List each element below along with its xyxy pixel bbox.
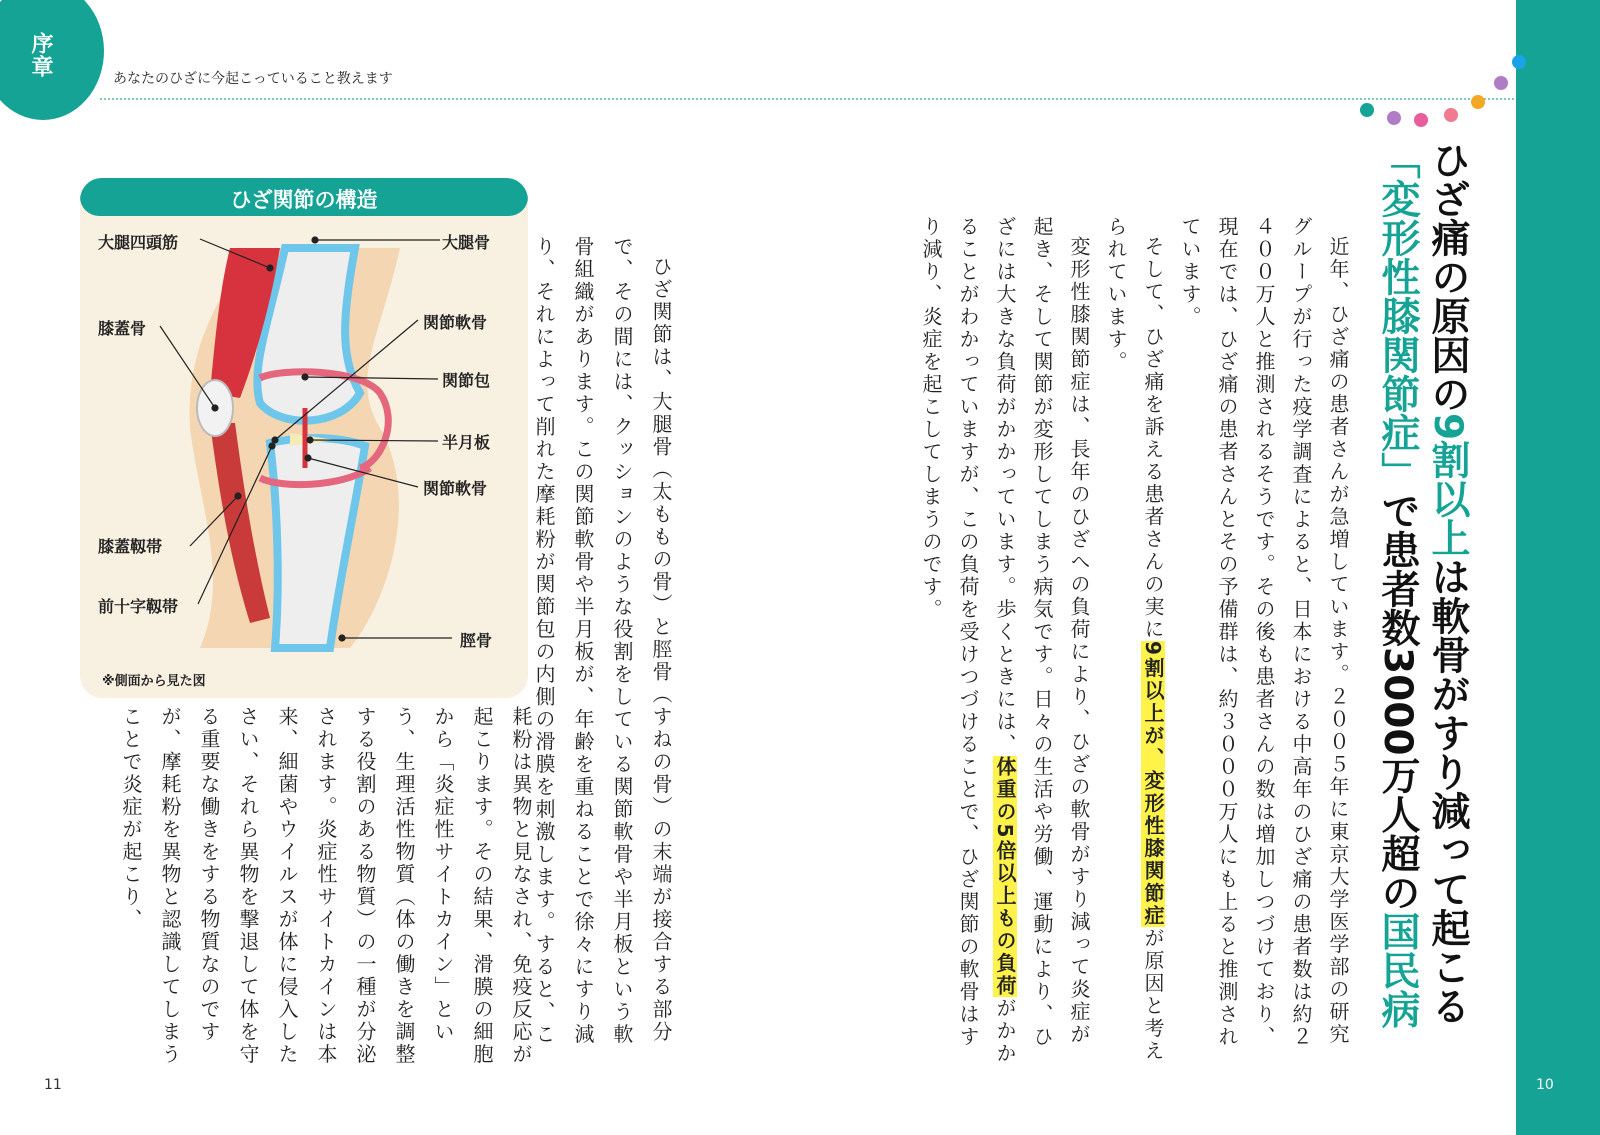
- decor-dot-2: [1387, 111, 1401, 125]
- label-meniscus: 半月板: [442, 433, 491, 452]
- paragraph: [1097, 216, 1171, 1066]
- highlight-marker: 9割以上が、変形性膝関節症: [1141, 641, 1165, 928]
- label-joint-capsule: 関節包: [442, 371, 491, 390]
- page-number-right: 10: [1536, 1077, 1554, 1093]
- paragraph-text: が原因と考えられています。: [1104, 216, 1165, 1063]
- page-edge-band: [1516, 0, 1600, 1135]
- paragraph: 耗粉は異物と見なされ、免疫反応が起こります。その結果、滑膜の細胞から「炎症性サイトカイン」という、生理活性物質（体の働きを調整する役割のある物質）の一種が分泌されます。炎症性サイトカインは本来、細菌やウイルスが体に侵入したさい、それら異物を撃退して体を守る重要な働きをする物質なのですが、摩耗粉を異物と認識してしまうことで炎症が起こり、: [119, 706, 533, 1066]
- label-quadriceps: 大腿四頭筋: [98, 233, 179, 252]
- decor-dot-4: [1444, 108, 1458, 122]
- label-patellar-ligament: 膝蓋靱帯: [98, 537, 163, 556]
- label-femur: 大腿骨: [442, 233, 491, 252]
- right-page-body: [912, 216, 1356, 1066]
- page-number-left: 11: [44, 1077, 62, 1093]
- decor-dot-1: [1360, 103, 1374, 117]
- headline-highlight: 国民病: [1375, 911, 1420, 1029]
- figure-title: ひざ関節の構造: [230, 188, 378, 212]
- paragraph: ひざ関節は、大腿骨（太ももの骨）と脛骨（すねの骨）の末端が接合する部分で、その間には、クッションのような役割をしている関節軟骨や半月板という軟骨組織があります。この関節軟骨や半月板が、年齢を重ねることで徐々にすり減り、それによって削れた摩耗粉が関節包の内側の滑膜を刺激します。すると、こ: [532, 236, 673, 1046]
- left-page-body-top: [532, 236, 680, 1066]
- left-page-body-bottom: [80, 706, 540, 1066]
- figure-note: ※側面から見た図: [102, 674, 206, 689]
- running-header: あなたのひざに今起こっていること教えます: [113, 71, 393, 87]
- label-tibia: 脛骨: [460, 631, 493, 650]
- paragraph-text: そして、ひざ痛を訴える患者さんの実に: [1141, 236, 1165, 641]
- knee-structure-figure: [80, 178, 528, 698]
- paragraph-text: がかかることがわかっていますが、この負荷を受けつづけることで、ひざ関節の軟骨はすり減り、炎症を起こしてしまうのです。: [919, 216, 1017, 1065]
- decor-dot-3: [1414, 113, 1428, 127]
- headline: [1372, 140, 1472, 1040]
- paragraph: 近年、ひざ痛の患者さんが急増しています。２００５年に東京大学医学部の研究グループが行った疫学調査によると、日本における中高年のひざ痛の患者数は約２４００万人と推測されるそうです。その後も患者さんの数は増加しつづけており、現在では、ひざ痛の患者さんとその予備群は、約３０００万人にも上ると推測されています。: [1178, 216, 1350, 1049]
- label-articular-cartilage-bottom: 関節軟骨: [423, 479, 488, 498]
- highlight-marker: 体重の5倍以上もの負荷: [993, 756, 1017, 998]
- headline-text: は軟骨がすり減って起こる: [1425, 557, 1470, 1026]
- headline-text: ひざ痛の原因の: [1425, 140, 1470, 413]
- paragraph-text: 変形性膝関節症は、長年のひざへの負荷により、ひざの軟骨がすり減って炎症が起き、そして関節が変形してしまう病気です。日々の生活や労働、運動により、ひざには大きな負荷がかかっています。歩くときには、: [993, 216, 1091, 1049]
- label-acl: 前十字靱帯: [98, 597, 179, 616]
- label-articular-cartilage-top: 関節軟骨: [423, 313, 488, 332]
- headline-text: で患者数3000万人超の: [1375, 491, 1420, 912]
- decor-dot-6: [1494, 76, 1508, 90]
- decor-dot-7: [1512, 55, 1526, 69]
- headline-highlight: 「変形性膝関節症」: [1375, 140, 1420, 491]
- chapter-tab-label: 序章: [28, 32, 53, 78]
- label-patella: 膝蓋骨: [98, 319, 147, 338]
- paragraph: [912, 216, 1097, 1066]
- headline-highlight: 9割以上: [1425, 413, 1470, 558]
- header-dotted-rule: [100, 98, 1514, 100]
- decor-dot-5: [1471, 95, 1485, 109]
